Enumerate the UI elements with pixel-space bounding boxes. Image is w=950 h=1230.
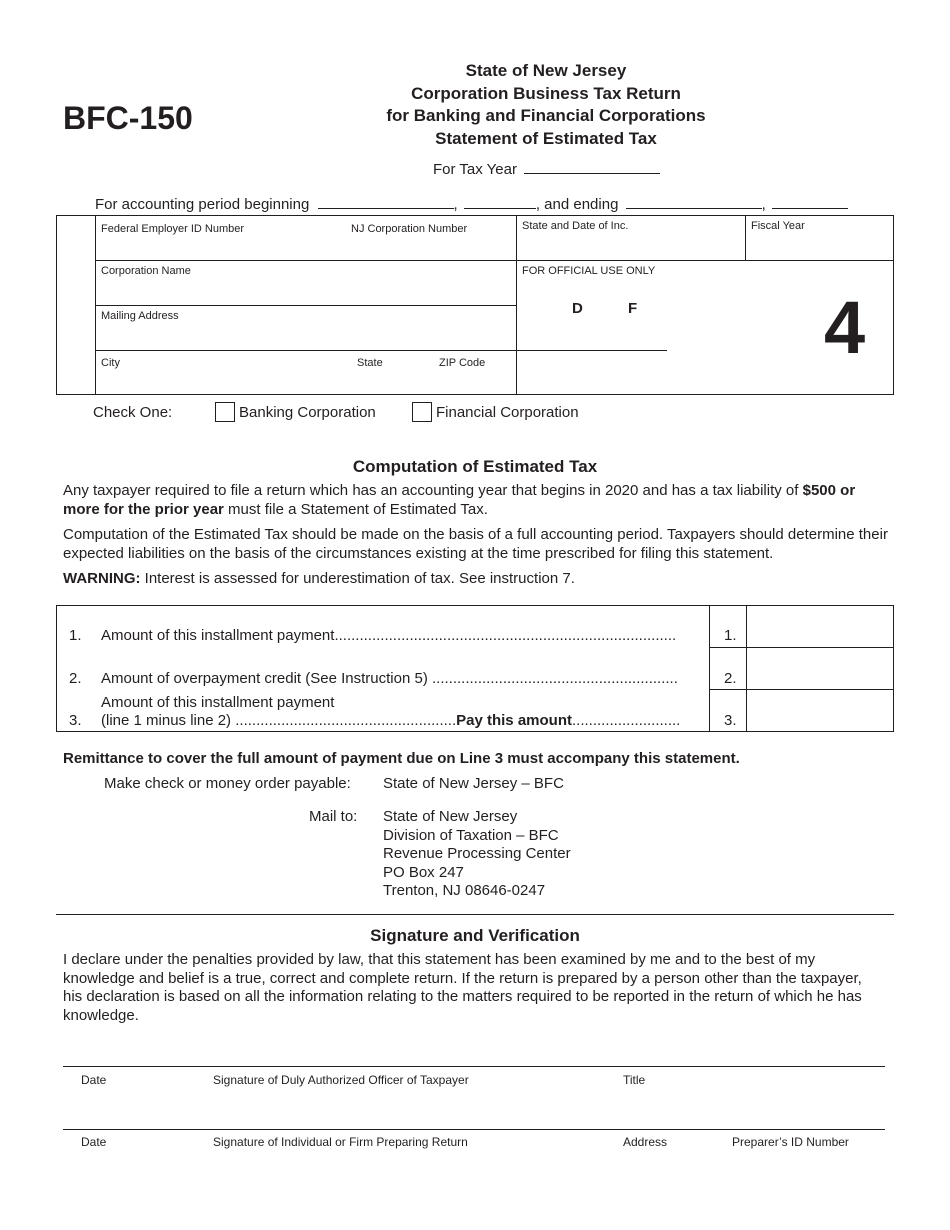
officer-signature-label: Signature of Duly Authorized Officer of Taxpayer [213, 1073, 469, 1087]
payable-label: Make check or money order payable: [104, 775, 351, 792]
computation-para-1: Any taxpayer required to file a return which has an accounting year that begins in 2020 and has a tax liability of $500 or more for the prior year must file a Statement of Estimated Tax. [63, 482, 856, 518]
form-number-4: 4 [824, 286, 866, 369]
fein-field[interactable]: Federal Employer ID Number [101, 223, 245, 235]
check-one-label: Check One: [93, 404, 173, 421]
line-3-label-top: Amount of this installment payment [101, 694, 335, 711]
corporation-name-field[interactable]: Corporation Name [101, 265, 191, 277]
line-2-amount-field[interactable] [748, 649, 892, 688]
period-begin-year-field[interactable] [464, 196, 536, 209]
code-f: F [628, 300, 638, 317]
preparer-date-label: Date [81, 1135, 107, 1149]
tax-year-row [433, 161, 660, 178]
section-divider [56, 914, 894, 915]
fiscal-year-field[interactable]: Fiscal Year [751, 220, 805, 232]
preparer-address-label: Address [623, 1135, 668, 1149]
banking-corporation-label: Banking Corporation [239, 404, 376, 421]
mail-to-address: State of New Jersey Division of Taxation – BFC Revenue Processing Center PO Box 247 Trenton, NJ 08646-0247 [383, 808, 571, 899]
period-ending-label: , and ending [535, 196, 619, 213]
accounting-period-row: For accounting period beginning , , and ending , [95, 196, 848, 213]
financial-corporation-checkbox[interactable] [412, 402, 432, 422]
period-beginning-label: For accounting period beginning [95, 196, 310, 213]
financial-corporation-label: Financial Corporation [436, 404, 579, 421]
computation-heading: Computation of Estimated Tax [352, 457, 598, 476]
tax-year-field[interactable] [524, 161, 660, 174]
period-end-month-field[interactable] [626, 196, 762, 209]
state-date-inc-field[interactable]: State and Date of Inc. [522, 220, 629, 232]
line-3-amount-field[interactable] [748, 691, 892, 730]
line-1-amount-field[interactable] [748, 607, 892, 646]
form-title: State of New Jersey Corporation Business Tax Return for Banking and Financial Corporations Statement of Estimated Tax [386, 61, 706, 148]
form-id: BFC-150 [63, 100, 193, 136]
mail-to-label: Mail to: [309, 808, 358, 825]
banking-corporation-checkbox[interactable] [215, 402, 235, 422]
officer-date-label: Date [81, 1073, 107, 1087]
preparer-signature-label: Signature of Individual or Firm Preparing Return [213, 1135, 468, 1149]
tax-year-label: For Tax Year [433, 161, 517, 178]
zip-code-field[interactable]: ZIP Code [439, 357, 486, 369]
city-field[interactable]: City [101, 357, 120, 369]
state-field[interactable]: State [357, 357, 383, 369]
mailing-address-field[interactable]: Mailing Address [101, 310, 179, 322]
line-3-label: (line 1 minus line 2) .....................................................Pay this amount.......................... [101, 712, 681, 729]
official-use-label: FOR OFFICIAL USE ONLY [522, 265, 656, 277]
signature-heading: Signature and Verification [370, 926, 580, 945]
remittance-notice: Remittance to cover the full amount of payment due on Line 3 must accompany this statement. [63, 750, 740, 767]
line-2-label: Amount of overpayment credit (See Instruction 5) ........................................................... [101, 670, 678, 687]
nj-corp-number-field[interactable]: NJ Corporation Number [351, 223, 468, 235]
warning-text: WARNING: Interest is assessed for underestimation of tax. See instruction 7. [63, 570, 575, 587]
declaration-text: I declare under the penalties provided by law, that this statement has been examined by me and to the best of my knowledge and belief is a true, correct and complete return. If the return is prepared by a person other than the taxpayer, his declaration is based on all the information relating to the matters required to be reported in the return of which he has knowledge. [63, 951, 862, 1024]
payable-value: State of New Jersey – BFC [383, 775, 564, 792]
period-end-year-field[interactable] [772, 196, 848, 209]
preparer-id-label: Preparer’s ID Number [732, 1135, 849, 1149]
officer-title-label: Title [623, 1073, 646, 1087]
computation-para-2: Computation of the Estimated Tax should be made on the basis of a full accounting period. Taxpayers should determine their expected liabilities on the basis of the circumstances existing at the time prescribed for filing this statement. [63, 526, 888, 562]
preparer-signature-line[interactable] [63, 1098, 885, 1129]
period-begin-month-field[interactable] [318, 196, 454, 209]
line-1-label: Amount of this installment payment.................................................................................. [101, 627, 677, 644]
code-d: D [572, 300, 583, 317]
officer-signature-line[interactable] [63, 1035, 885, 1066]
